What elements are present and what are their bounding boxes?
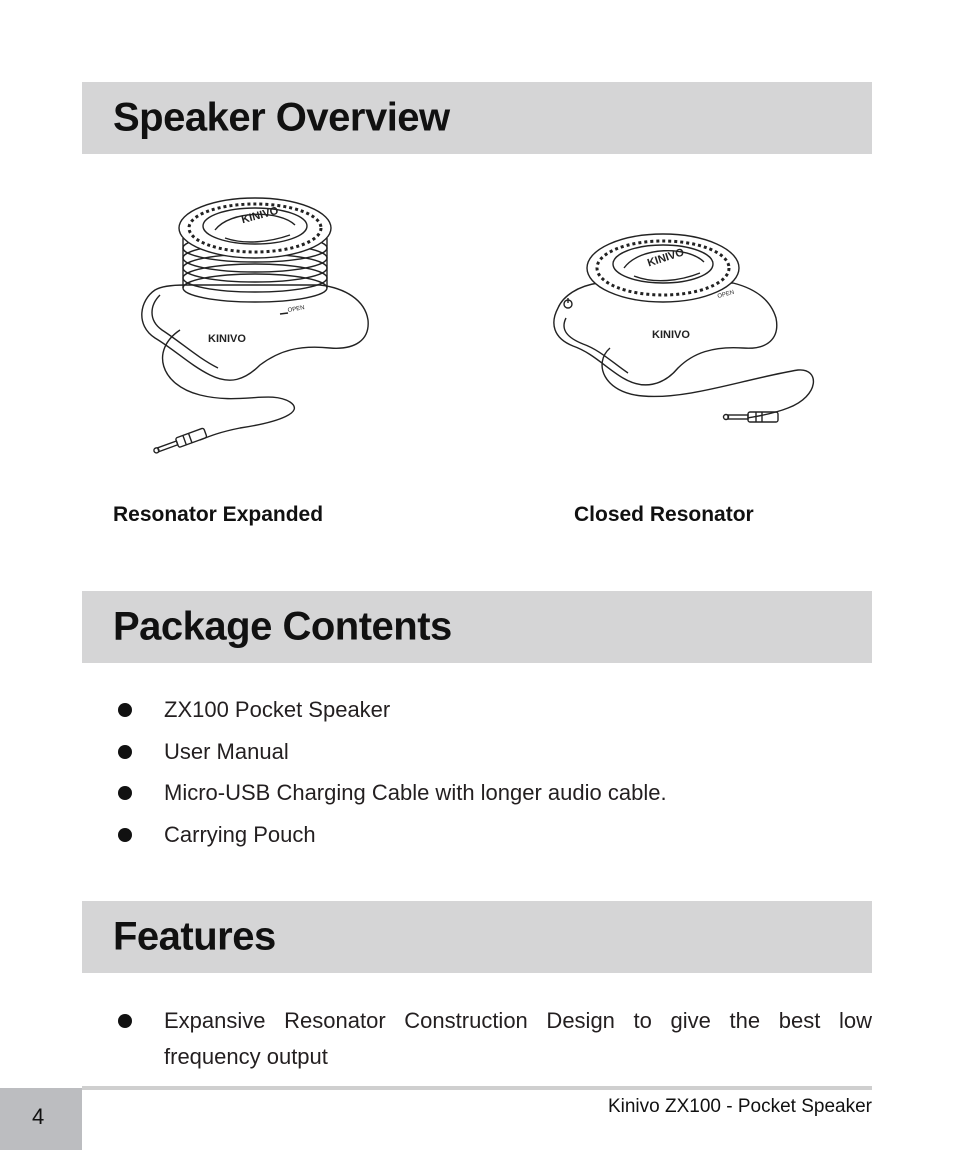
section-title: Package Contents <box>113 604 452 649</box>
svg-text:KINIVO: KINIVO <box>652 329 690 341</box>
page-number-box <box>0 1088 82 1150</box>
list-item-text: Carrying Pouch <box>164 821 316 847</box>
section-header-package <box>82 591 872 663</box>
bullet-icon <box>118 828 132 842</box>
list-item <box>118 772 667 814</box>
bullet-icon <box>118 745 132 759</box>
speaker-expanded-illustration <box>130 190 380 465</box>
bullet-icon <box>118 703 132 717</box>
list-item-text: ZX100 Pocket Speaker <box>164 697 391 722</box>
caption-closed-resonator: Closed Resonator <box>574 503 754 526</box>
section-header-features <box>82 901 872 973</box>
list-item <box>118 731 667 773</box>
list-item <box>118 814 667 856</box>
brand-label: KINIVO <box>208 333 246 345</box>
section-title: Features <box>113 914 276 959</box>
footer-divider <box>82 1086 872 1090</box>
svg-text:OPEN: OPEN <box>716 289 735 300</box>
list-item-text: User Manual <box>164 738 289 764</box>
svg-text:KINIVO: KINIVO <box>645 246 686 270</box>
speaker-closed-illustration <box>548 218 823 433</box>
caption-resonator-expanded: Resonator Expanded <box>113 503 324 526</box>
list-item-text: Micro-USB Charging Cable with longer audio cable. <box>164 780 667 805</box>
list-item <box>118 689 667 731</box>
bullet-icon <box>118 1014 132 1028</box>
open-label: OPEN <box>287 305 306 314</box>
footer-doc-title: Kinivo ZX100 - Pocket Speaker <box>607 1096 872 1117</box>
bullet-icon <box>118 786 132 800</box>
section-title: Speaker Overview <box>113 95 450 140</box>
section-header-overview <box>82 82 872 154</box>
package-contents-list <box>118 689 667 855</box>
svg-text:KINIVO: KINIVO <box>240 204 280 227</box>
list-item-text: Expansive Resonator Construction Design to give the best low frequency output <box>164 1008 872 1069</box>
page-number: 4 <box>32 1104 45 1129</box>
features-list <box>118 1003 872 1075</box>
list-item <box>118 1003 872 1075</box>
